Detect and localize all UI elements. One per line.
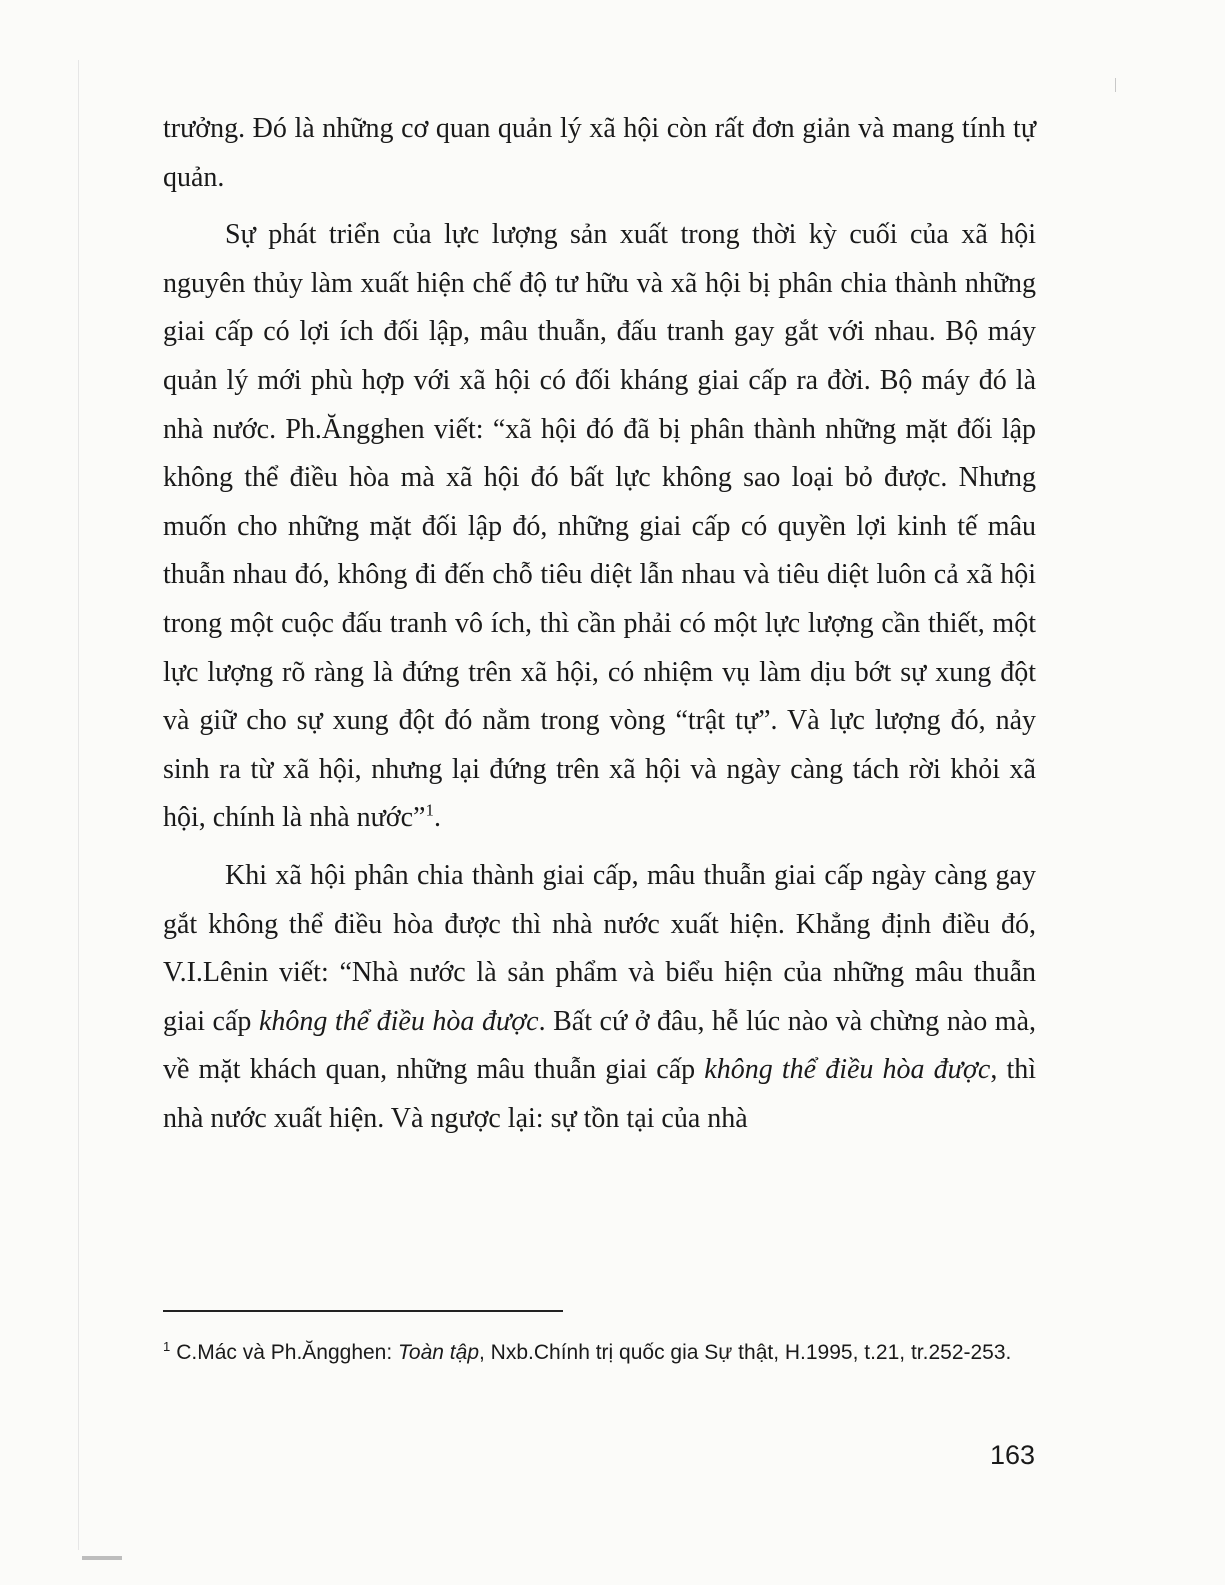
page-number: 163	[989, 1440, 1035, 1470]
text-run: .	[433, 802, 441, 834]
body-text	[163, 105, 1036, 1143]
text-run: . Bất cứ ở đâu, hễ lúc nào và chừng nào mà, về mặt khách quan, những mâu thuẫn giai cấp	[163, 1005, 1037, 1086]
paragraph-1	[163, 105, 1036, 202]
footnote-marker: 1	[163, 1339, 171, 1354]
emphasis-text: Toàn tập	[398, 1341, 479, 1364]
text-run: Sự phát triển của lực lượng sản xuất trong thời kỳ cuối của xã hội nguyên thủy làm xuất hiện chế độ tư hữu và xã hội bị phân chia thành những giai cấp có lợi ích đối lập, mâu thuẫn, đấu tranh gay gắt với nhau. Bộ máy quản lý mới phù hợp với xã hội có đối kháng giai cấp ra đời. Bộ máy đó là nhà nước. Ph.Ăngghen viết: “xã hội đó đã bị phân thành những mặt đối lập không thể điều hòa mà xã hội đó bất lực không sao loại bỏ được. Nhưng muốn cho những mặt đối lập đó, những giai cấp có quyền lợi kinh tế mâu thuẫn nhau đó, không đi đến chỗ tiêu diệt lẫn nhau và tiêu diệt luôn cả xã hội trong một cuộc đấu tranh vô ích, thì cần phải có một lực lượng cần thiết, một lực lượng rõ ràng là đứng trên xã hội, có nhiệm vụ làm dịu bớt sự xung đột và giữ cho sự xung đột đó nằm trong vòng “trật tự”. Và lực lượng đó, nảy sinh ra từ xã hội, nhưng lại đứng trên xã hội và ngày càng tách rời khỏi xã hội, chính là nhà nước”	[163, 219, 1036, 834]
text-run: , thì nhà nước xuất hiện. Và ngược lại: sự tồn tại của nhà	[163, 1054, 1037, 1134]
page-edge-mark	[1115, 78, 1116, 92]
footnote-separator	[163, 1310, 563, 1312]
text-run: C.Mác và Ph.Ăngghen:	[176, 1341, 399, 1364]
paragraph-2	[163, 211, 1036, 843]
page-edge-shadow	[78, 60, 79, 1550]
footnote-text	[176, 1341, 1011, 1364]
emphasis-text: không thể điều hòa được	[704, 1054, 991, 1086]
footnote-1	[163, 1335, 1036, 1371]
text-run: , Nxb.Chính trị quốc gia Sự thật, H.1995, t.21, tr.252-253.	[479, 1341, 1012, 1364]
paragraph-3	[163, 852, 1036, 1144]
text-run: Khi xã hội phân chia thành giai cấp, mâu thuẫn giai cấp ngày càng gay gắt không thể điều hòa được thì nhà nước xuất hiện. Khẳng định điều đó, V.I.Lênin viết: “Nhà nước là sản phẩm và biểu hiện của những mâu thuẫn giai cấp	[163, 859, 1036, 1037]
footnote-reference[interactable]: 1	[425, 800, 434, 820]
text-run: trưởng. Đó là những cơ quan quản lý xã hội còn rất đơn giản và mang tính tự quản.	[163, 113, 1036, 193]
emphasis-text: không thể điều hòa được	[258, 1005, 539, 1037]
page-bottom-mark	[82, 1556, 122, 1560]
